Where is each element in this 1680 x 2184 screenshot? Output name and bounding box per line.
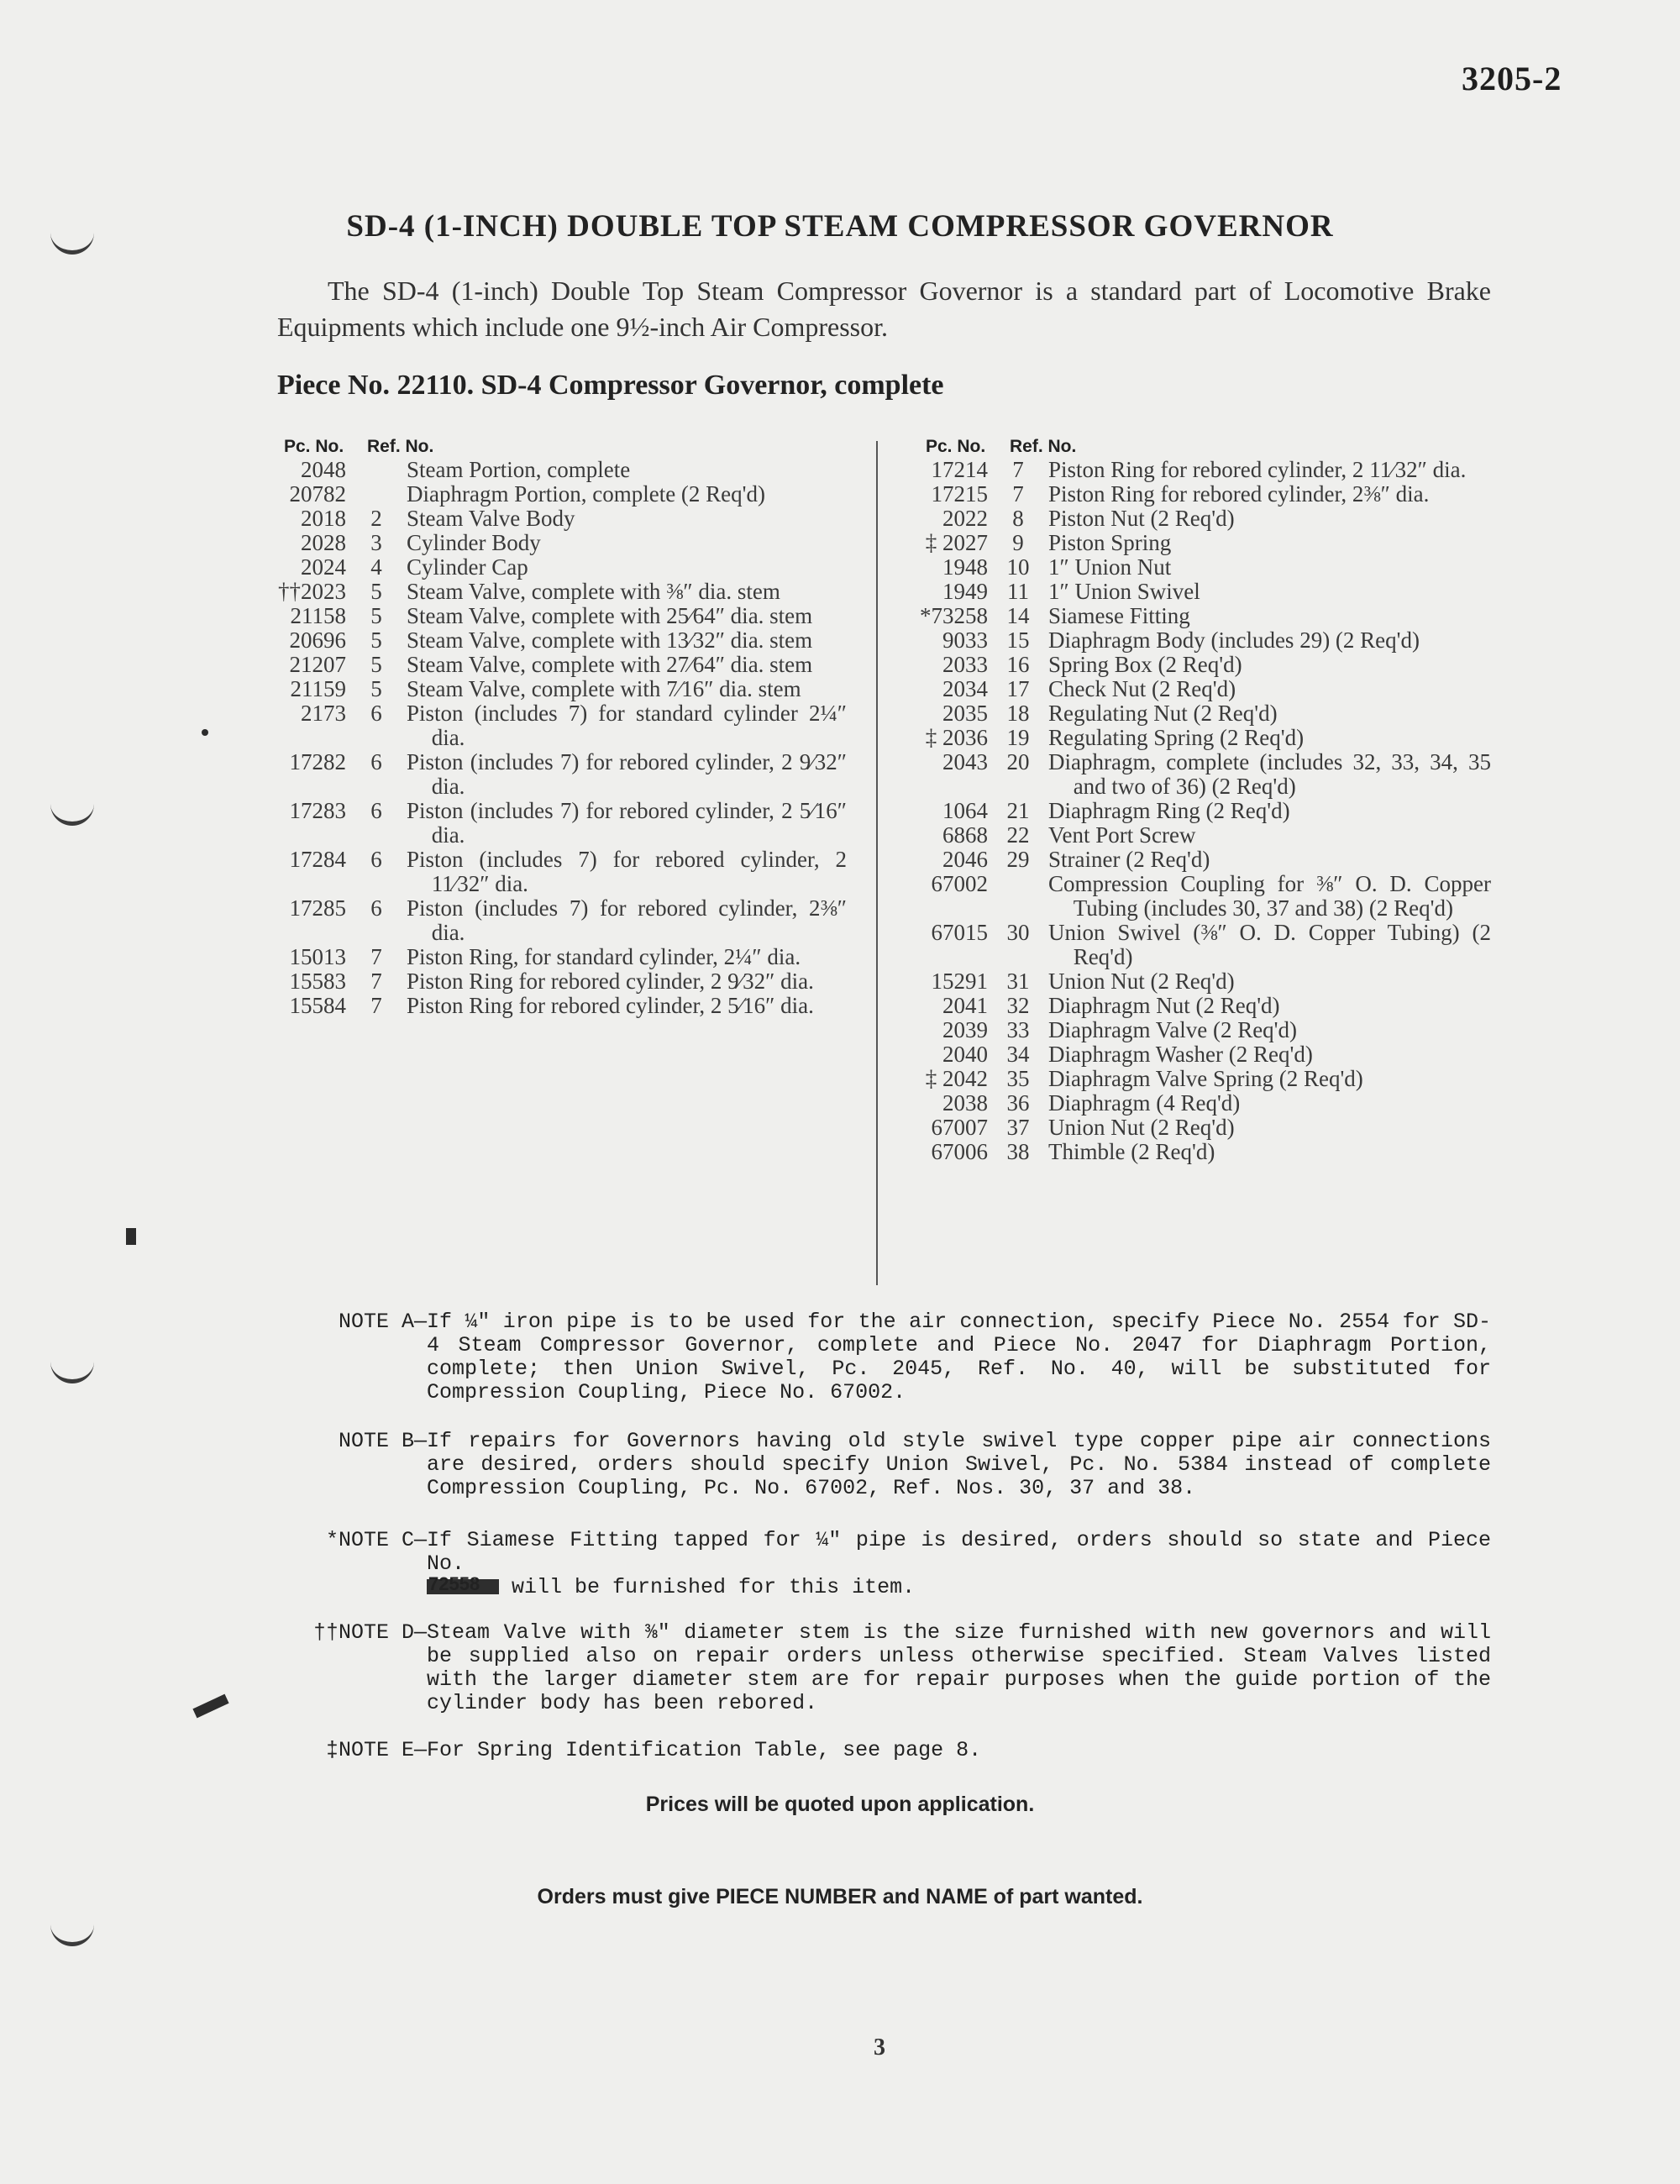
note-text: If repairs for Governors having old style swivel type copper pipe air connections are desired, orders should specify Union Swivel, Pc. No. 5384 instead of complete Compression Coupling, Pc. No. 67002, Ref. Nos. 30, 37 and 38. [427, 1429, 1491, 1500]
part-description: Cylinder Cap [407, 554, 528, 580]
part-description: Piston (includes 7) for rebored cylinder, 2 5⁄16″ dia. [407, 798, 847, 848]
part-description: Diaphragm Portion, complete (2 Req'd) [407, 481, 766, 507]
part-piece-number: 2173 [301, 701, 346, 726]
part-row [890, 628, 1491, 653]
part-ref-number: 10 [1006, 554, 1030, 580]
part-piece-number: 2018 [301, 506, 346, 531]
part-ref-number: 22 [1006, 822, 1030, 848]
part-description: Piston Spring [1048, 530, 1172, 555]
orders-notice: Orders must give PIECE NUMBER and NAME of part wanted. [537, 1885, 1143, 1908]
part-row [890, 531, 1491, 555]
part-piece-number: 67015 [931, 920, 988, 945]
note-label: NOTE A— [338, 1310, 427, 1334]
part-row [890, 799, 1491, 823]
note-c [277, 1529, 1491, 1599]
part-row [890, 507, 1491, 531]
part-description: Diaphragm, complete (includes 32, 33, 34, 35 and two of 36) (2 Req'd) [1048, 749, 1491, 799]
binder-hole-mark [50, 796, 94, 826]
part-row [249, 677, 847, 701]
part-description: Diaphragm Ring (2 Req'd) [1048, 798, 1290, 823]
part-piece-number: ‡ 2027 [925, 530, 988, 555]
part-piece-number: 9033 [942, 627, 988, 653]
part-row [249, 896, 847, 945]
part-description: Piston (includes 7) for rebored cylinder, 2⅜″ dia. [407, 895, 847, 945]
part-row [249, 555, 847, 580]
part-ref-number: 18 [1006, 701, 1030, 726]
note-text: Steam Valve with ⅜″ diameter stem is the size furnished with new governors and will be supplied also on repair orders unless otherwise specified. Steam Valves listed with the larger diameter stem are for repair purposes when the guide portion of the cylinder body has been rebored. [427, 1620, 1491, 1715]
part-ref-number: 14 [1006, 603, 1030, 628]
parts-list-right [890, 458, 1491, 1164]
part-ref-number: 3 [370, 530, 382, 555]
note-text: If ¼″ iron pipe is to be used for the air connection, specify Piece No. 2554 for SD-4 Steam Compressor Governor, complete and Piece No. 2047 for Diaphragm Portion, complete; then Union Swivel, Pc. 2045, Ref. No. 40, will be substituted for Compression Coupling, Piece No. 67002. [427, 1310, 1491, 1404]
part-piece-number: 15584 [289, 993, 346, 1018]
part-piece-number: 2033 [942, 652, 988, 677]
scan-smudge [126, 1228, 136, 1245]
part-piece-number: 17283 [289, 798, 346, 823]
part-piece-number: 21159 [290, 676, 346, 701]
prices-notice: Prices will be quoted upon application. [645, 1793, 1035, 1816]
part-description: Piston Ring for rebored cylinder, 2 11⁄32″ dia. [1048, 457, 1467, 482]
part-row [890, 823, 1491, 848]
page-title: SD-4 (1-INCH) DOUBLE TOP STEAM COMPRESSOR GOVERNOR [346, 209, 1334, 244]
part-description: Piston (includes 7) for standard cylinder 2¼″ dia. [407, 701, 847, 750]
part-description: Steam Valve, complete with 25⁄64″ dia. stem [407, 603, 813, 628]
part-description: Diaphragm Body (includes 29) (2 Req'd) [1048, 627, 1420, 653]
part-row [890, 701, 1491, 726]
column-divider [876, 441, 878, 1285]
part-piece-number: 17284 [289, 847, 346, 872]
part-piece-number: 2048 [301, 457, 346, 482]
part-description: Compression Coupling for ⅜″ O. D. Copper Tubing (includes 30, 37 and 38) (2 Req'd) [1048, 871, 1491, 921]
part-description: Piston Ring, for standard cylinder, 2¼″ dia. [407, 944, 801, 969]
note-label: ‡NOTE E— [325, 1738, 427, 1762]
note-b [277, 1430, 1491, 1500]
part-ref-number: 2 [370, 506, 382, 531]
part-row [890, 604, 1491, 628]
part-description: 1″ Union Nut [1048, 554, 1172, 580]
part-piece-number: 17282 [289, 749, 346, 774]
binder-hole-mark [50, 225, 94, 255]
part-description: Diaphragm (4 Req'd) [1048, 1090, 1241, 1116]
part-ref-number: 6 [370, 847, 382, 872]
note-label: *NOTE C— [325, 1528, 427, 1552]
part-piece-number: 1948 [942, 554, 988, 580]
part-ref-number: 7 [370, 993, 382, 1018]
part-piece-number: 2043 [942, 749, 988, 774]
part-description: Piston (includes 7) for rebored cylinder, 2 11⁄32″ dia. [407, 847, 847, 896]
note-a [277, 1310, 1491, 1404]
part-description: Piston (includes 7) for rebored cylinder, 2 9⁄32″ dia. [407, 749, 847, 799]
part-row [249, 507, 847, 531]
part-ref-number: 29 [1006, 847, 1030, 872]
part-ref-number: 5 [370, 627, 382, 653]
part-row [890, 994, 1491, 1018]
part-description: Steam Valve, complete with ⅜″ dia. stem [407, 579, 780, 604]
part-piece-number: 15291 [931, 969, 988, 994]
part-piece-number: ††2023 [278, 579, 346, 604]
part-ref-number: 8 [1012, 506, 1024, 531]
part-row [249, 653, 847, 677]
part-ref-number: 17 [1006, 676, 1030, 701]
part-piece-number: 2034 [942, 676, 988, 701]
part-ref-number: 33 [1006, 1017, 1030, 1042]
part-description: Diaphragm Nut (2 Req'd) [1048, 993, 1280, 1018]
part-ref-number: 34 [1006, 1042, 1030, 1067]
part-piece-number: 2046 [942, 847, 988, 872]
part-row [890, 555, 1491, 580]
part-ref-number: 7 [1012, 457, 1024, 482]
part-description: Cylinder Body [407, 530, 541, 555]
part-row [890, 726, 1491, 750]
part-piece-number: 67002 [931, 871, 988, 896]
part-ref-number: 5 [370, 603, 382, 628]
part-description: Union Nut (2 Req'd) [1048, 969, 1235, 994]
part-description: Union Swivel (⅜″ O. D. Copper Tubing) (2 Req'd) [1048, 920, 1491, 969]
scan-smudge [192, 1694, 228, 1719]
part-description: Vent Port Screw [1048, 822, 1196, 848]
part-row [249, 580, 847, 604]
part-ref-number: 6 [370, 798, 382, 823]
part-description: Check Nut (2 Req'd) [1048, 676, 1236, 701]
part-ref-number: 6 [370, 895, 382, 921]
part-piece-number: 17214 [931, 457, 988, 482]
part-row [249, 482, 847, 507]
note-e [277, 1739, 1491, 1762]
part-description: Diaphragm Valve (2 Req'd) [1048, 1017, 1298, 1042]
part-ref-number: 19 [1006, 725, 1030, 750]
part-description: Steam Valve, complete with 13⁄32″ dia. stem [407, 627, 813, 653]
part-row [890, 1067, 1491, 1091]
part-description: 1″ Union Swivel [1048, 579, 1200, 604]
part-row [890, 677, 1491, 701]
part-ref-number: 7 [370, 969, 382, 994]
part-ref-number: 16 [1006, 652, 1030, 677]
part-ref-number: 32 [1006, 993, 1030, 1018]
left-pc-no-header: Pc. No. [284, 437, 344, 456]
right-pc-no-header: Pc. No. [926, 437, 986, 456]
handwritten-correction: 72558 [428, 1573, 480, 1594]
part-description: Piston Ring for rebored cylinder, 2 5⁄16″ dia. [407, 993, 814, 1018]
part-row [249, 458, 847, 482]
part-row [890, 872, 1491, 921]
document-code: 3205-2 [1462, 60, 1562, 97]
part-description: Diaphragm Valve Spring (2 Req'd) [1048, 1066, 1363, 1091]
part-piece-number: 2024 [301, 554, 346, 580]
part-description: Regulating Spring (2 Req'd) [1048, 725, 1305, 750]
part-row [890, 750, 1491, 799]
note-text: For Spring Identification Table, see page 8. [427, 1738, 982, 1762]
part-description: Regulating Nut (2 Req'd) [1048, 701, 1278, 726]
part-row [249, 945, 847, 969]
part-piece-number: 15583 [289, 969, 346, 994]
part-piece-number: 20696 [289, 627, 346, 653]
part-row [249, 994, 847, 1018]
part-row [249, 799, 847, 848]
part-ref-number: 30 [1006, 920, 1030, 945]
intro-paragraph: The SD-4 (1-inch) Double Top Steam Compressor Governor is a standard part of Locomotive Brake Equipments which include one 9½-inch Air Compressor. [277, 276, 1491, 342]
part-row [249, 848, 847, 896]
part-piece-number: 2038 [942, 1090, 988, 1116]
part-description: Piston Nut (2 Req'd) [1048, 506, 1235, 531]
parts-list-left [249, 458, 847, 1018]
part-piece-number: *73258 [920, 603, 988, 628]
part-row [890, 653, 1491, 677]
part-row [890, 1140, 1491, 1164]
note-c-text-before: If Siamese Fitting tapped for ¼″ pipe is desired, orders should so state and Piece No. [427, 1528, 1491, 1576]
part-piece-number: 17285 [289, 895, 346, 921]
part-piece-number: 6868 [942, 822, 988, 848]
part-description: Siamese Fitting [1048, 603, 1190, 628]
part-ref-number: 35 [1006, 1066, 1030, 1091]
part-ref-number: 7 [370, 944, 382, 969]
part-row [890, 1018, 1491, 1042]
part-piece-number: 2041 [942, 993, 988, 1018]
note-c-text-after: will be furnished for this item. [512, 1575, 916, 1599]
page-number: 3 [874, 2034, 885, 2061]
part-description: Diaphragm Washer (2 Req'd) [1048, 1042, 1313, 1067]
part-description: Union Nut (2 Req'd) [1048, 1115, 1235, 1140]
part-ref-number: 5 [370, 579, 382, 604]
part-description: Piston Ring for rebored cylinder, 2 9⁄32″ dia. [407, 969, 814, 994]
part-piece-number: 21207 [289, 652, 346, 677]
part-description: Steam Valve, complete with 27⁄64″ dia. stem [407, 652, 813, 677]
part-description: Strainer (2 Req'd) [1048, 847, 1210, 872]
part-row [890, 580, 1491, 604]
part-ref-number: 6 [370, 701, 382, 726]
part-piece-number: 15013 [289, 944, 346, 969]
right-ref-no-header: Ref. No. [1010, 437, 1077, 456]
part-row [890, 969, 1491, 994]
part-piece-number: 20782 [289, 481, 346, 507]
part-row [249, 531, 847, 555]
part-ref-number: 37 [1006, 1115, 1030, 1140]
left-ref-no-header: Ref. No. [367, 437, 434, 456]
part-ref-number: 5 [370, 652, 382, 677]
part-row [890, 1116, 1491, 1140]
scan-smudge [202, 729, 208, 736]
part-ref-number: 20 [1006, 749, 1030, 774]
part-row [890, 1091, 1491, 1116]
part-row [249, 969, 847, 994]
part-description: Thimble (2 Req'd) [1048, 1139, 1215, 1164]
note-d [277, 1621, 1491, 1715]
notes-section [277, 1310, 1491, 1762]
part-piece-number: 2022 [942, 506, 988, 531]
part-description: Piston Ring for rebored cylinder, 2⅜″ dia. [1048, 481, 1430, 507]
part-piece-number: 67006 [931, 1139, 988, 1164]
part-piece-number: ‡ 2042 [925, 1066, 988, 1091]
part-ref-number: 7 [1012, 481, 1024, 507]
part-description: Steam Valve, complete with 7⁄16″ dia. stem [407, 676, 801, 701]
part-ref-number: 38 [1006, 1139, 1030, 1164]
part-ref-number: 31 [1006, 969, 1030, 994]
part-piece-number: 1949 [942, 579, 988, 604]
part-piece-number: 17215 [931, 481, 988, 507]
part-piece-number: 1064 [942, 798, 988, 823]
part-row [890, 1042, 1491, 1067]
part-row [249, 750, 847, 799]
part-ref-number: 11 [1007, 579, 1029, 604]
piece-heading: Piece No. 22110. SD-4 Compressor Governor, complete [277, 370, 944, 401]
part-ref-number: 4 [370, 554, 382, 580]
part-ref-number: 9 [1012, 530, 1024, 555]
note-label: NOTE B— [338, 1429, 427, 1453]
part-piece-number: 67007 [931, 1115, 988, 1140]
note-text [427, 1529, 1491, 1599]
part-row [249, 701, 847, 750]
part-piece-number: ‡ 2036 [925, 725, 988, 750]
binder-hole-mark [50, 1354, 94, 1383]
part-ref-number: 6 [370, 749, 382, 774]
note-label: ††NOTE D— [312, 1620, 427, 1645]
part-row [249, 604, 847, 628]
part-row [249, 628, 847, 653]
part-piece-number: 2028 [301, 530, 346, 555]
part-ref-number: 36 [1006, 1090, 1030, 1116]
part-piece-number: 2040 [942, 1042, 988, 1067]
part-ref-number: 15 [1006, 627, 1030, 653]
part-description: Steam Valve Body [407, 506, 575, 531]
part-row [890, 921, 1491, 969]
part-description: Steam Portion, complete [407, 457, 631, 482]
part-piece-number: 2039 [942, 1017, 988, 1042]
part-piece-number: 2035 [942, 701, 988, 726]
part-row [890, 848, 1491, 872]
binder-hole-mark [50, 1917, 94, 1946]
part-ref-number: 5 [370, 676, 382, 701]
part-description: Spring Box (2 Req'd) [1048, 652, 1242, 677]
part-row [890, 458, 1491, 482]
part-piece-number: 21158 [290, 603, 346, 628]
part-row [890, 482, 1491, 507]
part-ref-number: 21 [1006, 798, 1030, 823]
